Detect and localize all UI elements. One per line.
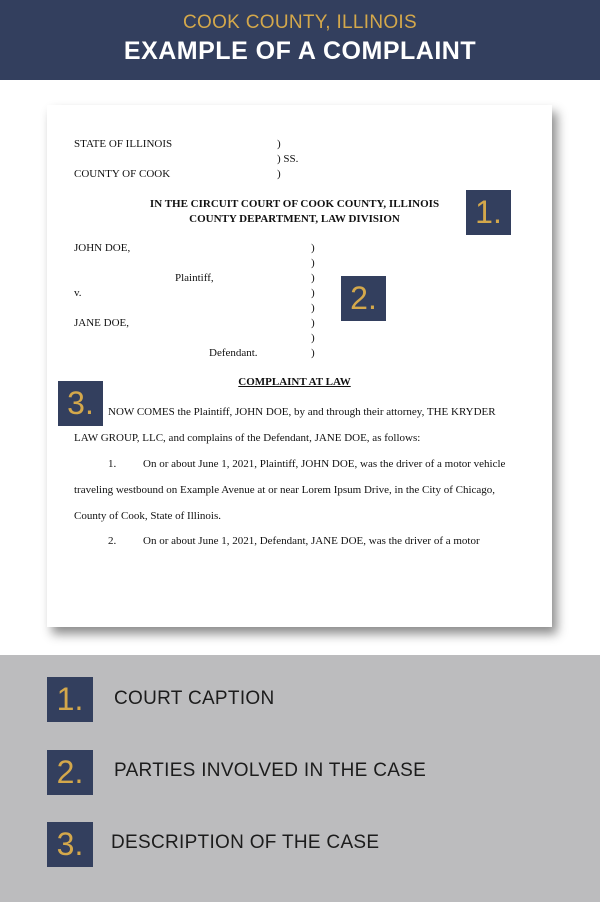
legend-label-description: DESCRIPTION OF THE CASE xyxy=(111,832,380,853)
para-1-line-1: On or about June 1, 2021, Plaintiff, JOHN DOE, was the driver of a motor vehicle xyxy=(143,458,506,470)
parties-paren: ) xyxy=(311,287,315,299)
header-title: EXAMPLE OF A COMPLAINT xyxy=(123,37,477,65)
versus: v. xyxy=(74,287,82,299)
defendant-role: Defendant. xyxy=(209,347,258,359)
header-subtitle: COOK COUNTY, ILLINOIS xyxy=(182,12,417,33)
parties-paren: ) xyxy=(311,272,315,284)
para-1-line-3: County of Cook, State of Illinois. xyxy=(74,510,221,522)
page-header xyxy=(0,0,600,80)
court-caption-line-1: IN THE CIRCUIT COURT OF COOK COUNTY, ILLINOIS xyxy=(149,198,440,210)
parties-paren: ) xyxy=(311,317,315,329)
legend-marker-3: 3. xyxy=(47,822,93,867)
court-caption-line-2: COUNTY DEPARTMENT, LAW DIVISION xyxy=(189,213,400,225)
plaintiff-name: JOHN DOE, xyxy=(74,242,131,254)
para-2-line-1: On or about June 1, 2021, Defendant, JANE DOE, was the driver of a motor xyxy=(143,535,480,547)
intro-line-2: LAW GROUP, LLC, and complains of the Defendant, JANE DOE, as follows: xyxy=(74,432,421,444)
callout-marker-2: 2. xyxy=(341,276,386,321)
parties-paren: ) xyxy=(311,242,315,254)
venue-county: COUNTY OF COOK xyxy=(74,168,171,180)
callout-marker-3: 3. xyxy=(58,381,103,426)
parties-paren: ) xyxy=(311,302,315,314)
defendant-name: JANE DOE, xyxy=(74,317,129,329)
legend-marker-2: 2. xyxy=(47,750,93,795)
parties-paren: ) xyxy=(311,347,315,359)
intro-line-1: NOW COMES the Plaintiff, JOHN DOE, by and through their attorney, THE KRYDER xyxy=(108,406,496,418)
legend-label-parties: PARTIES INVOLVED IN THE CASE xyxy=(114,760,427,781)
legend-panel xyxy=(0,655,600,902)
venue-ss: ) SS. xyxy=(277,153,299,165)
legend-label-court-caption: COURT CAPTION xyxy=(114,688,275,709)
venue-paren-1: ) xyxy=(277,138,281,150)
venue-paren-3: ) xyxy=(277,168,281,180)
para-2-number: 2. xyxy=(108,535,117,547)
parties-paren: ) xyxy=(311,257,315,269)
complaint-document xyxy=(47,105,552,627)
legend-marker-1: 1. xyxy=(47,677,93,722)
para-1-line-2: traveling westbound on Example Avenue at or near Lorem Ipsum Drive, in the City of Chicago, xyxy=(74,484,496,496)
plaintiff-role: Plaintiff, xyxy=(175,272,214,284)
venue-state: STATE OF ILLINOIS xyxy=(74,138,173,150)
para-1-number: 1. xyxy=(108,458,117,470)
parties-paren: ) xyxy=(311,332,315,344)
complaint-heading: COMPLAINT AT LAW xyxy=(238,376,351,388)
callout-marker-1: 1. xyxy=(466,190,511,235)
